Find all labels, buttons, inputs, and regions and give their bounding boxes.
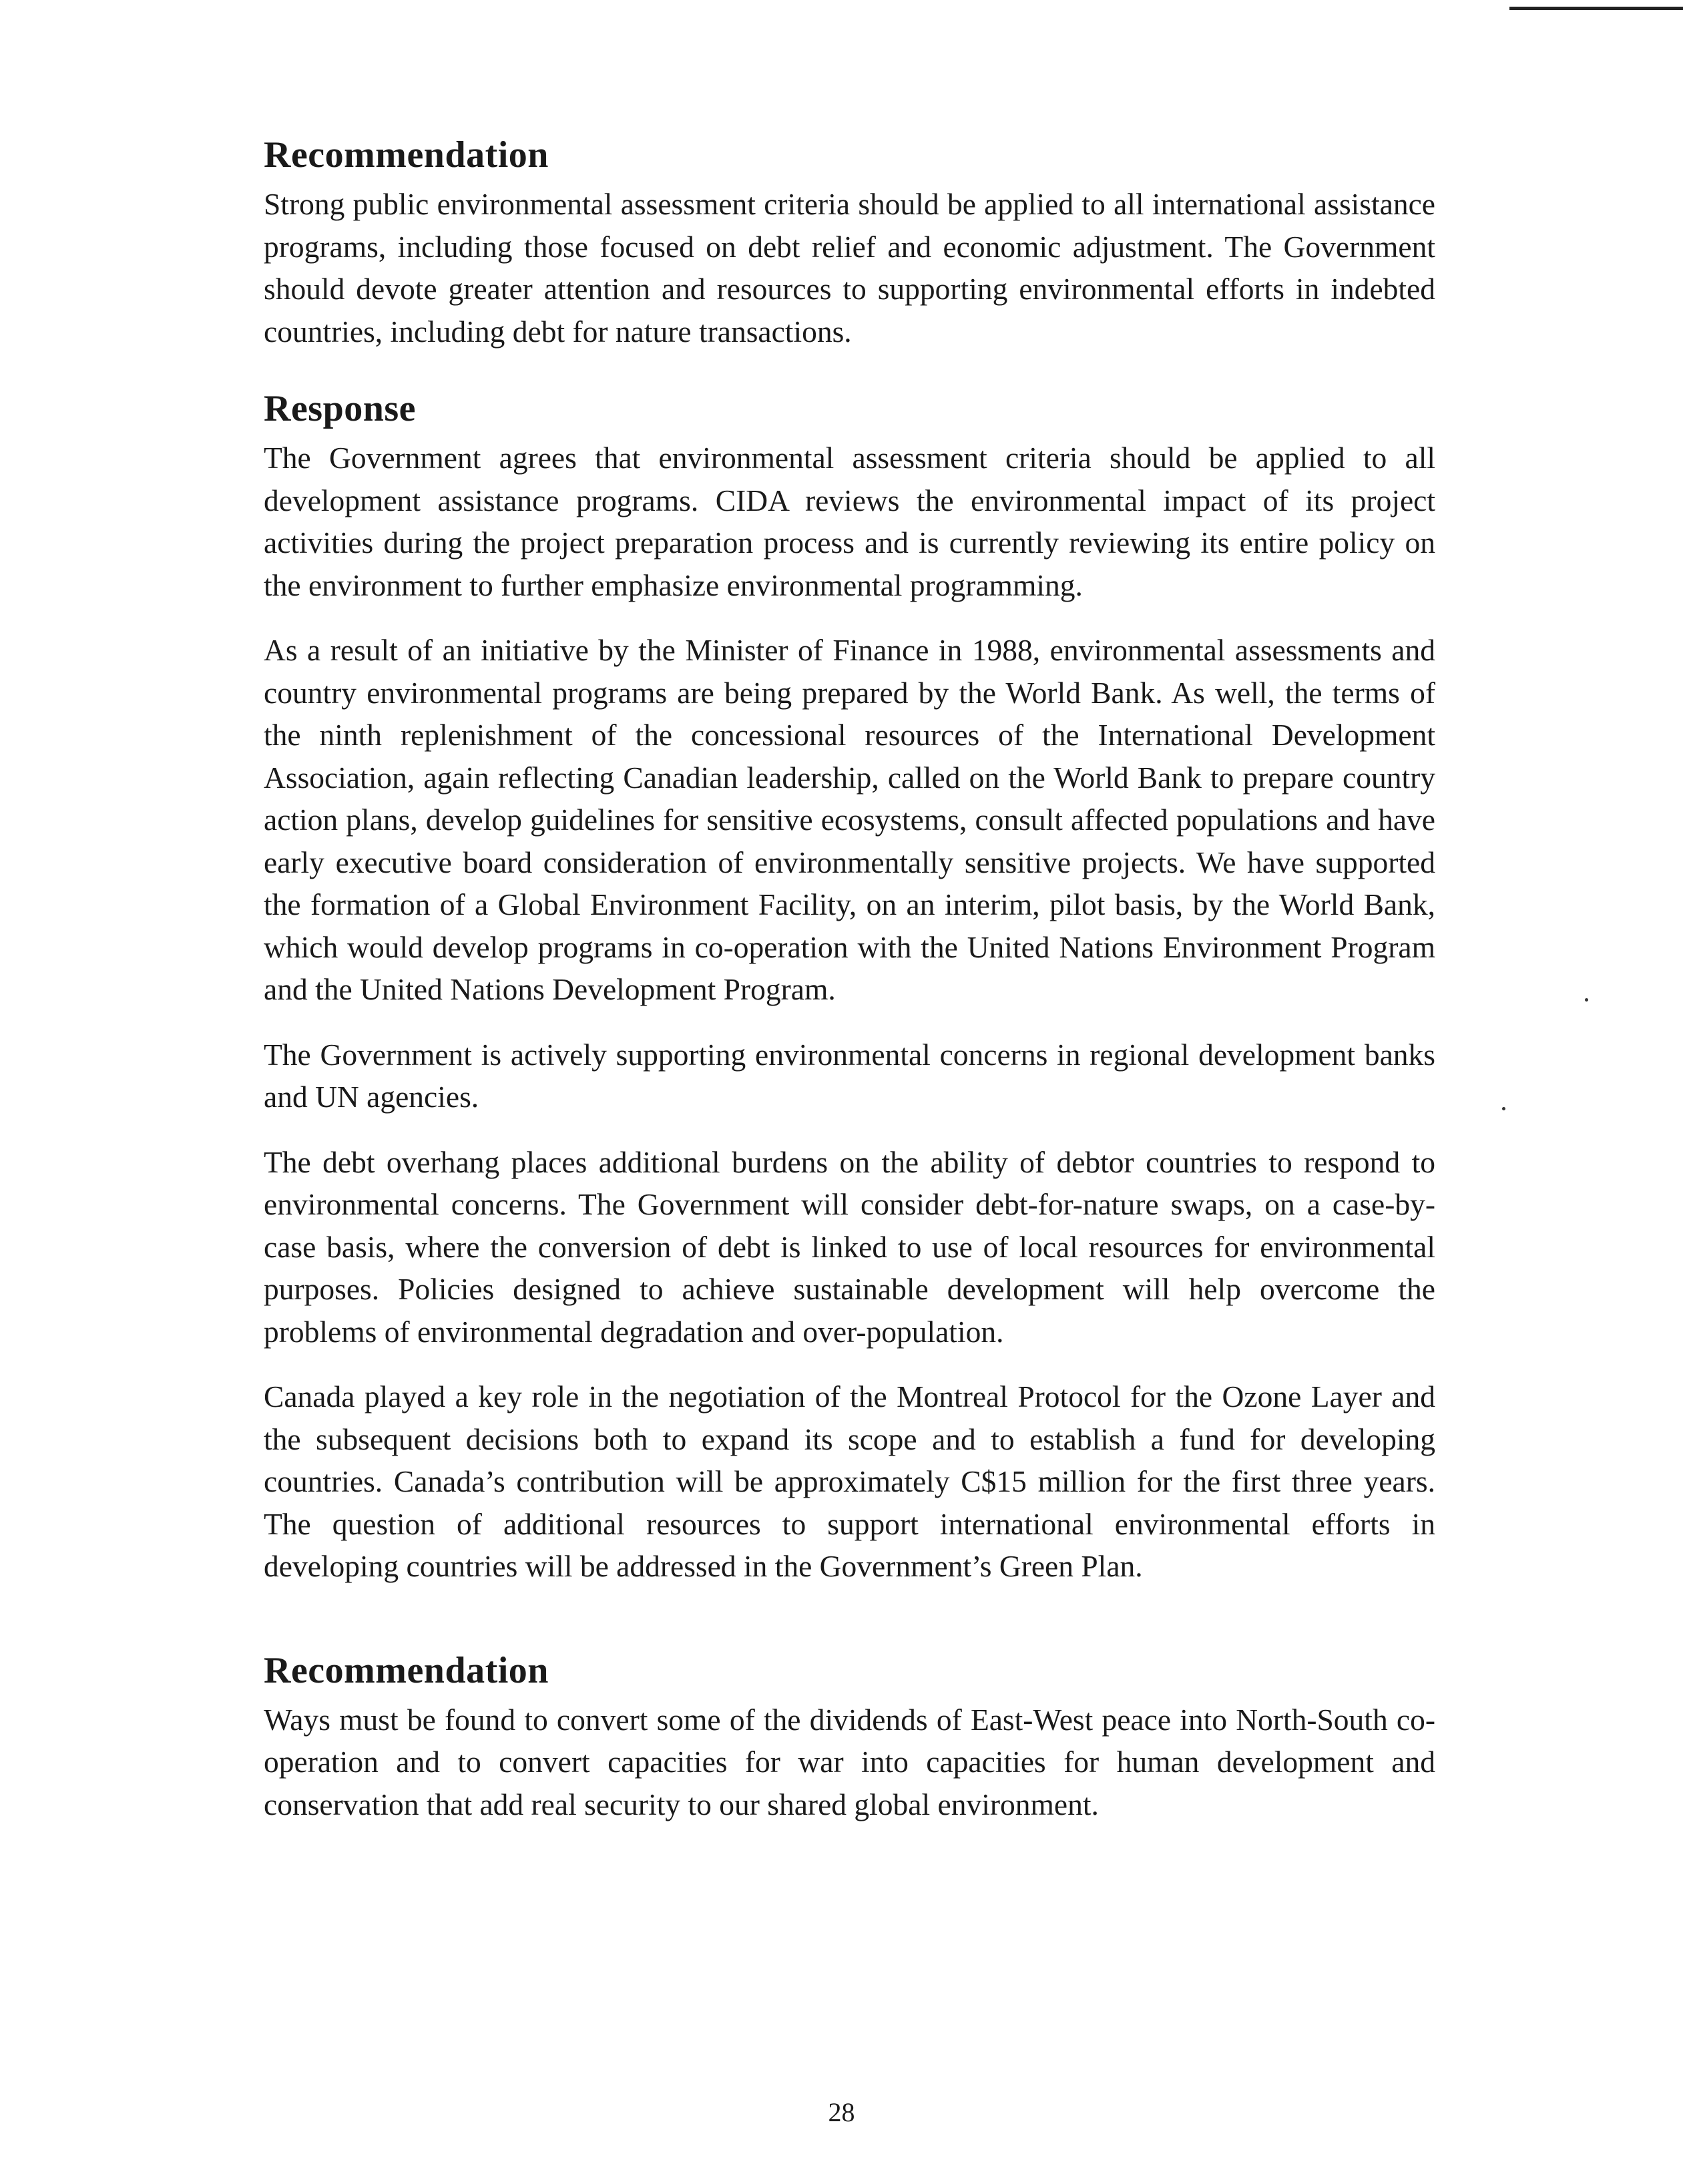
body-paragraph: The Government is actively supporting environmental concerns in regional development banks and UN agencies. [264,1037,1435,1114]
page-number: 28 [828,2097,855,2127]
section-heading: Response [264,388,417,429]
scan-edge-mark [1509,7,1683,10]
section-heading: Recommendation [264,1649,549,1691]
recommendation-section-1 [264,134,1435,353]
body-paragraph: The Government agrees that environmental assessment criteria should be applied to all development assistance programs. CIDA reviews the environmental impact of its project activities during the project preparation process and is currently reviewing its entire policy on the environment to further emphasize environmental programming. [264,441,1435,602]
section-heading: Recommendation [264,134,549,176]
spacer [264,1610,1435,1649]
spacer [264,375,1435,387]
body-paragraph: As a result of an initiative by the Minister of Finance in 1988, environmental assessments and country environmental programs are being prepared by the World Bank. As well, the terms of the ninth replenishment of the concessional resources of the International Development Association, again reflecting Canadian leadership, called on the World Bank to prepare country action plans, develop guidelines for sensitive ecosystems, consult affected populations and have early executive board consideration of environmentally sensitive projects. We have supported the formation of a Global Environment Facility, on an interim, pilot basis, by the World Bank, which would develop programs in co-operation with the United Nations Environment Program and the United Nations Development Program. [264,633,1435,1006]
body-paragraph: Canada played a key role in the negotiation of the Montreal Protocol for the Ozone Layer and the subsequent decisions both to expand its scope and to establish a fund for developing countries. Canada’s contribution will be approximately C$15 million for the first three years. The question of additional resources to support international environmental efforts in developing countries will be addressed in the Government’s Green Plan. [264,1379,1435,1583]
scan-speck [1585,998,1588,1002]
document-body [264,134,1435,1848]
body-paragraph: Strong public environmental assessment criteria should be applied to all international assistance programs, including those focused on debt relief and economic adjustment. The Government should devote greater attention and resources to supporting environmental efforts in indebted countries, including debt for nature transactions. [264,187,1435,349]
response-section [264,387,1435,1588]
body-paragraph: Ways must be found to convert some of the dividends of East-West peace into North-South co-operation and to convert capacities for war into capacities for human development and conservation that add real security to our shared global environment. [264,1702,1435,1821]
recommendation-section-2 [264,1649,1435,1826]
scan-speck [1502,1107,1505,1110]
body-paragraph: The debt overhang places additional burdens on the ability of debtor countries to respond to environmental concerns. The Government will consider debt-for-nature swaps, on a case-by-case basis, where the conversion of debt is linked to use of local resources for environmental purposes. Policies designed to achieve sustainable development will help overcome the problems of environmental degradation and over-population. [264,1144,1435,1349]
